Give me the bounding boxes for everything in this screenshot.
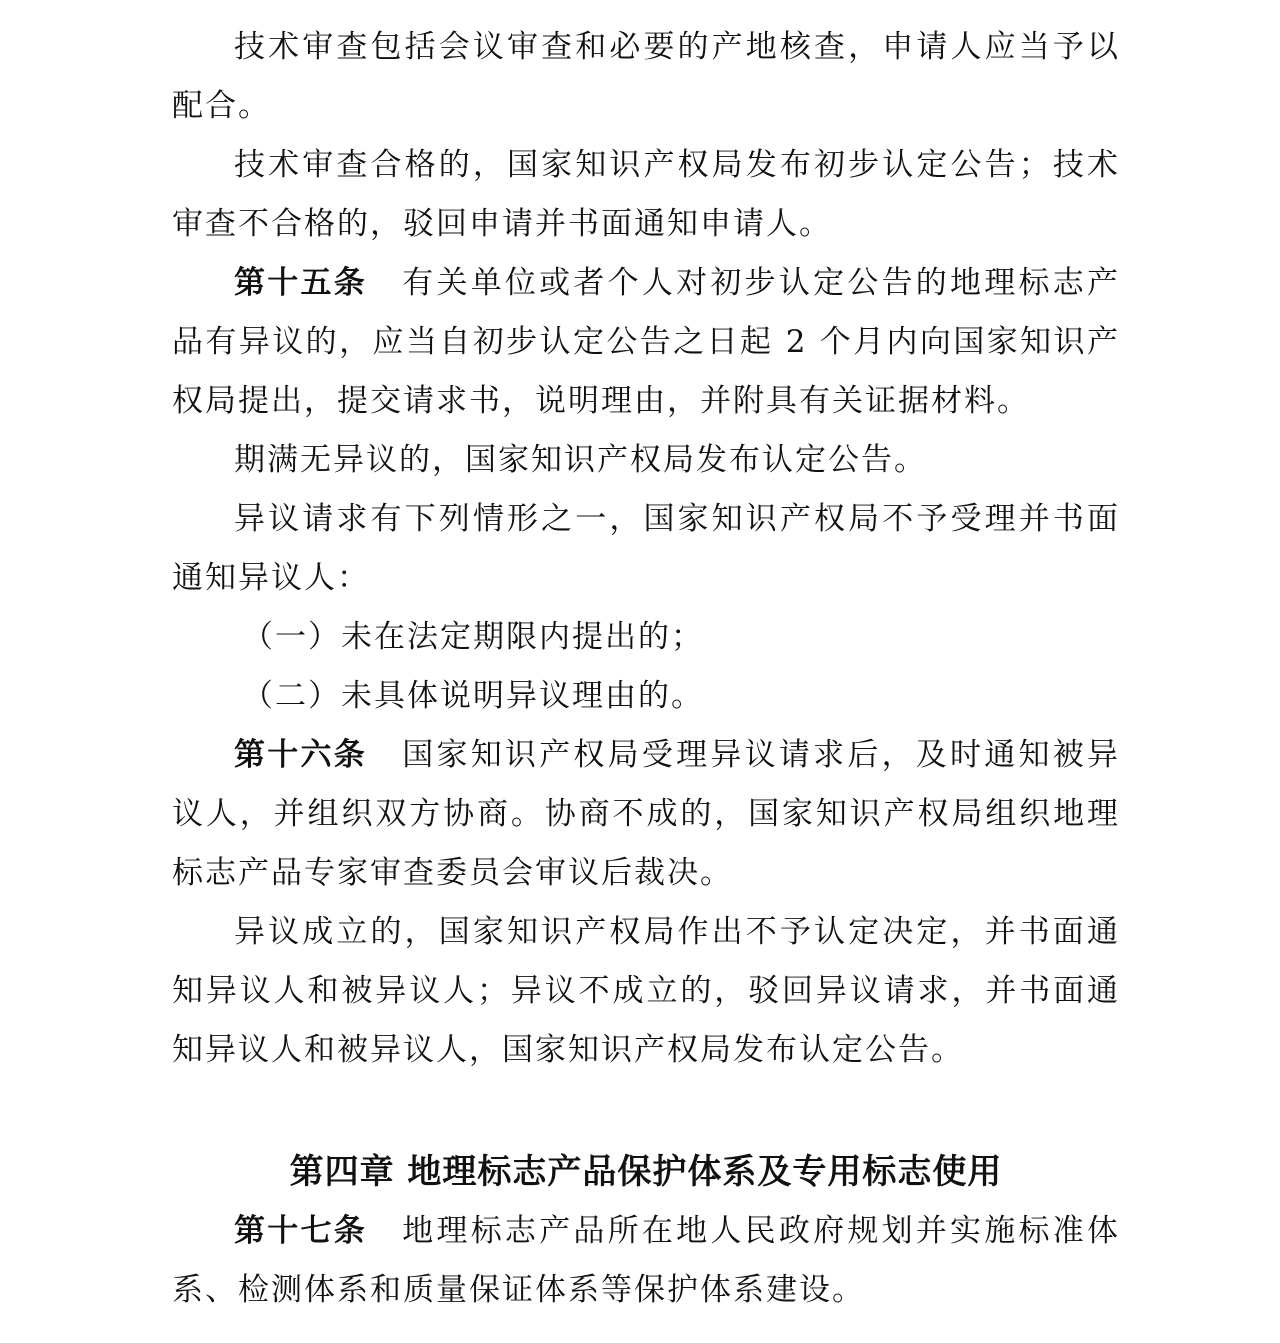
list-item-2: （二）未具体说明异议理由的。 [242, 678, 704, 714]
paragraph-no-objection: 期满无异议的，国家知识产权局发布认定公告。 [234, 442, 927, 478]
paragraph-technical-review: 技术审查包括会议审查和必要的产地核查，申请人应当予以配合。 [172, 29, 1120, 124]
article-16-text: 国家知识产权局受理异议请求后，及时通知被异议人，并组织双方协商。协商不成的，国家知识产权局组织地理标志产品专家审查委员会审议后裁决。 [172, 737, 1121, 891]
chapter-4-title: 第四章 地理标志产品保护体系及专用标志使用 [289, 1152, 1003, 1192]
article-17-heading: 第十七条 [234, 1213, 367, 1249]
list-item-1: （一）未在法定期限内提出的； [242, 619, 704, 655]
article-15 [172, 254, 1120, 431]
document-page [172, 18, 1120, 1320]
article-17 [172, 1202, 1120, 1320]
article-16 [172, 726, 1120, 903]
article-15-heading: 第十五条 [234, 265, 367, 301]
article-17-text: 地理标志产品所在地人民政府规划并实施标准体系、检测体系和质量保证体系等保护体系建设。 [172, 1213, 1121, 1308]
paragraph-objection-outcome: 异议成立的，国家知识产权局作出不予认定决定，并书面通知异议人和被异议人；异议不成立的，驳回异议请求，并书面通知异议人和被异议人，国家知识产权局发布认定公告。 [172, 914, 1120, 1068]
paragraph-objection-conditions: 异议请求有下列情形之一，国家知识产权局不予受理并书面通知异议人： [172, 501, 1120, 596]
article-15-text: 有关单位或者个人对初步认定公告的地理标志产品有异议的，应当自初步认定公告之日起 2 个月内向国家知识产权局提出，提交请求书，说明理由，并附具有关证据材料。 [172, 265, 1121, 419]
paragraph-review-result: 技术审查合格的，国家知识产权局发布初步认定公告；技术审查不合格的，驳回申请并书面通知申请人。 [172, 147, 1120, 242]
article-16-heading: 第十六条 [234, 737, 367, 773]
